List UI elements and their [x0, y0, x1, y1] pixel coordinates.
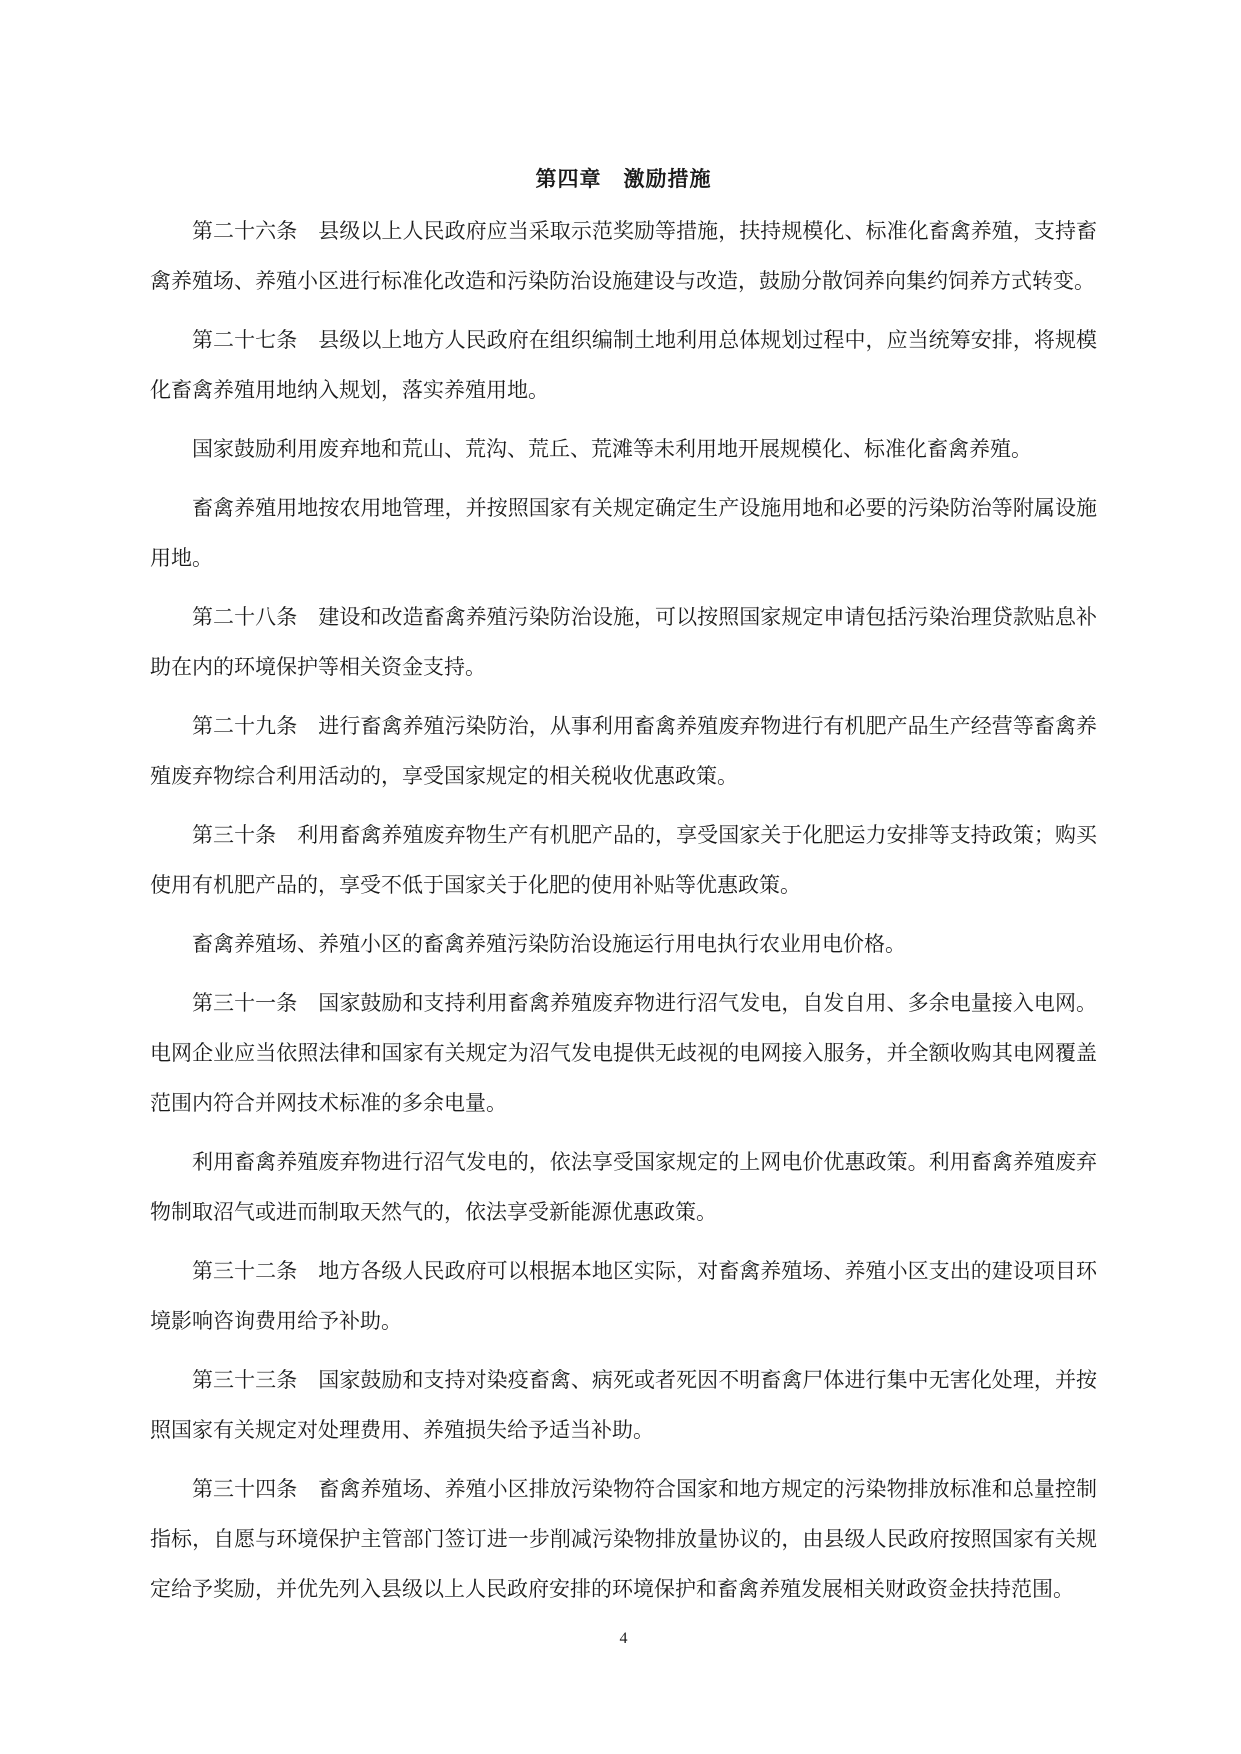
paragraph-article-30: 第三十条 利用畜禽养殖废弃物生产有机肥产品的，享受国家关于化肥运力安排等支持政策；购买使用有机肥产品的，享受不低于国家关于化肥的使用补贴等优惠政策。 — [150, 823, 1097, 897]
paragraph-article-27: 第二十七条 县级以上地方人民政府在组织编制土地利用总体规划过程中，应当统筹安排，将规模化畜禽养殖用地纳入规划，落实养殖用地。 — [150, 328, 1097, 402]
paragraph-article-31-biogas: 利用畜禽养殖废弃物进行沼气发电的，依法享受国家规定的上网电价优惠政策。利用畜禽养殖废弃物制取沼气或进而制取天然气的，依法享受新能源优惠政策。 — [150, 1150, 1097, 1224]
paragraph-article-27-land-management: 畜禽养殖用地按农用地管理，并按照国家有关规定确定生产设施用地和必要的污染防治等附属设施用地。 — [150, 496, 1097, 570]
paragraph-article-28: 第二十八条 建设和改造畜禽养殖污染防治设施，可以按照国家规定申请包括污染治理贷款贴息补助在内的环境保护等相关资金支持。 — [150, 605, 1097, 679]
paragraph-article-32: 第三十二条 地方各级人民政府可以根据本地区实际，对畜禽养殖场、养殖小区支出的建设项目环境影响咨询费用给予补助。 — [150, 1259, 1097, 1333]
page-number: 4 — [619, 1630, 628, 1647]
paragraph-article-34: 第三十四条 畜禽养殖场、养殖小区排放污染物符合国家和地方规定的污染物排放标准和总量控制指标，自愿与环境保护主管部门签订进一步削减污染物排放量协议的，由县级人民政府按照国家有关规定给予奖励，并优先列入县级以上人民政府安排的环境保护和畜禽养殖发展相关财政资金扶持范围。 — [150, 1477, 1097, 1601]
document-page — [150, 0, 1097, 1754]
paragraph-article-31: 第三十一条 国家鼓励和支持利用畜禽养殖废弃物进行沼气发电，自发自用、多余电量接入电网。电网企业应当依照法律和国家有关规定为沼气发电提供无歧视的电网接入服务，并全额收购其电网覆盖范围内符合并网技术标准的多余电量。 — [150, 991, 1097, 1115]
body-text — [150, 206, 1097, 1623]
chapter-title: 第四章 激励措施 — [535, 166, 712, 191]
paragraph-article-26: 第二十六条 县级以上人民政府应当采取示范奖励等措施，扶持规模化、标准化畜禽养殖，支持畜禽养殖场、养殖小区进行标准化改造和污染防治设施建设与改造，鼓励分散饲养向集约饲养方式转变。 — [150, 219, 1097, 293]
paragraph-article-29: 第二十九条 进行畜禽养殖污染防治，从事利用畜禽养殖废弃物进行有机肥产品生产经营等畜禽养殖废弃物综合利用活动的，享受国家规定的相关税收优惠政策。 — [150, 714, 1097, 788]
paragraph-article-27-wasteland: 国家鼓励利用废弃地和荒山、荒沟、荒丘、荒滩等未利用地开展规模化、标准化畜禽养殖。 — [192, 437, 1032, 461]
paragraph-article-30-electricity: 畜禽养殖场、养殖小区的畜禽养殖污染防治设施运行用电执行农业用电价格。 — [192, 932, 906, 956]
paragraph-article-33: 第三十三条 国家鼓励和支持对染疫畜禽、病死或者死因不明畜禽尸体进行集中无害化处理，并按照国家有关规定对处理费用、养殖损失给予适当补助。 — [150, 1368, 1097, 1442]
